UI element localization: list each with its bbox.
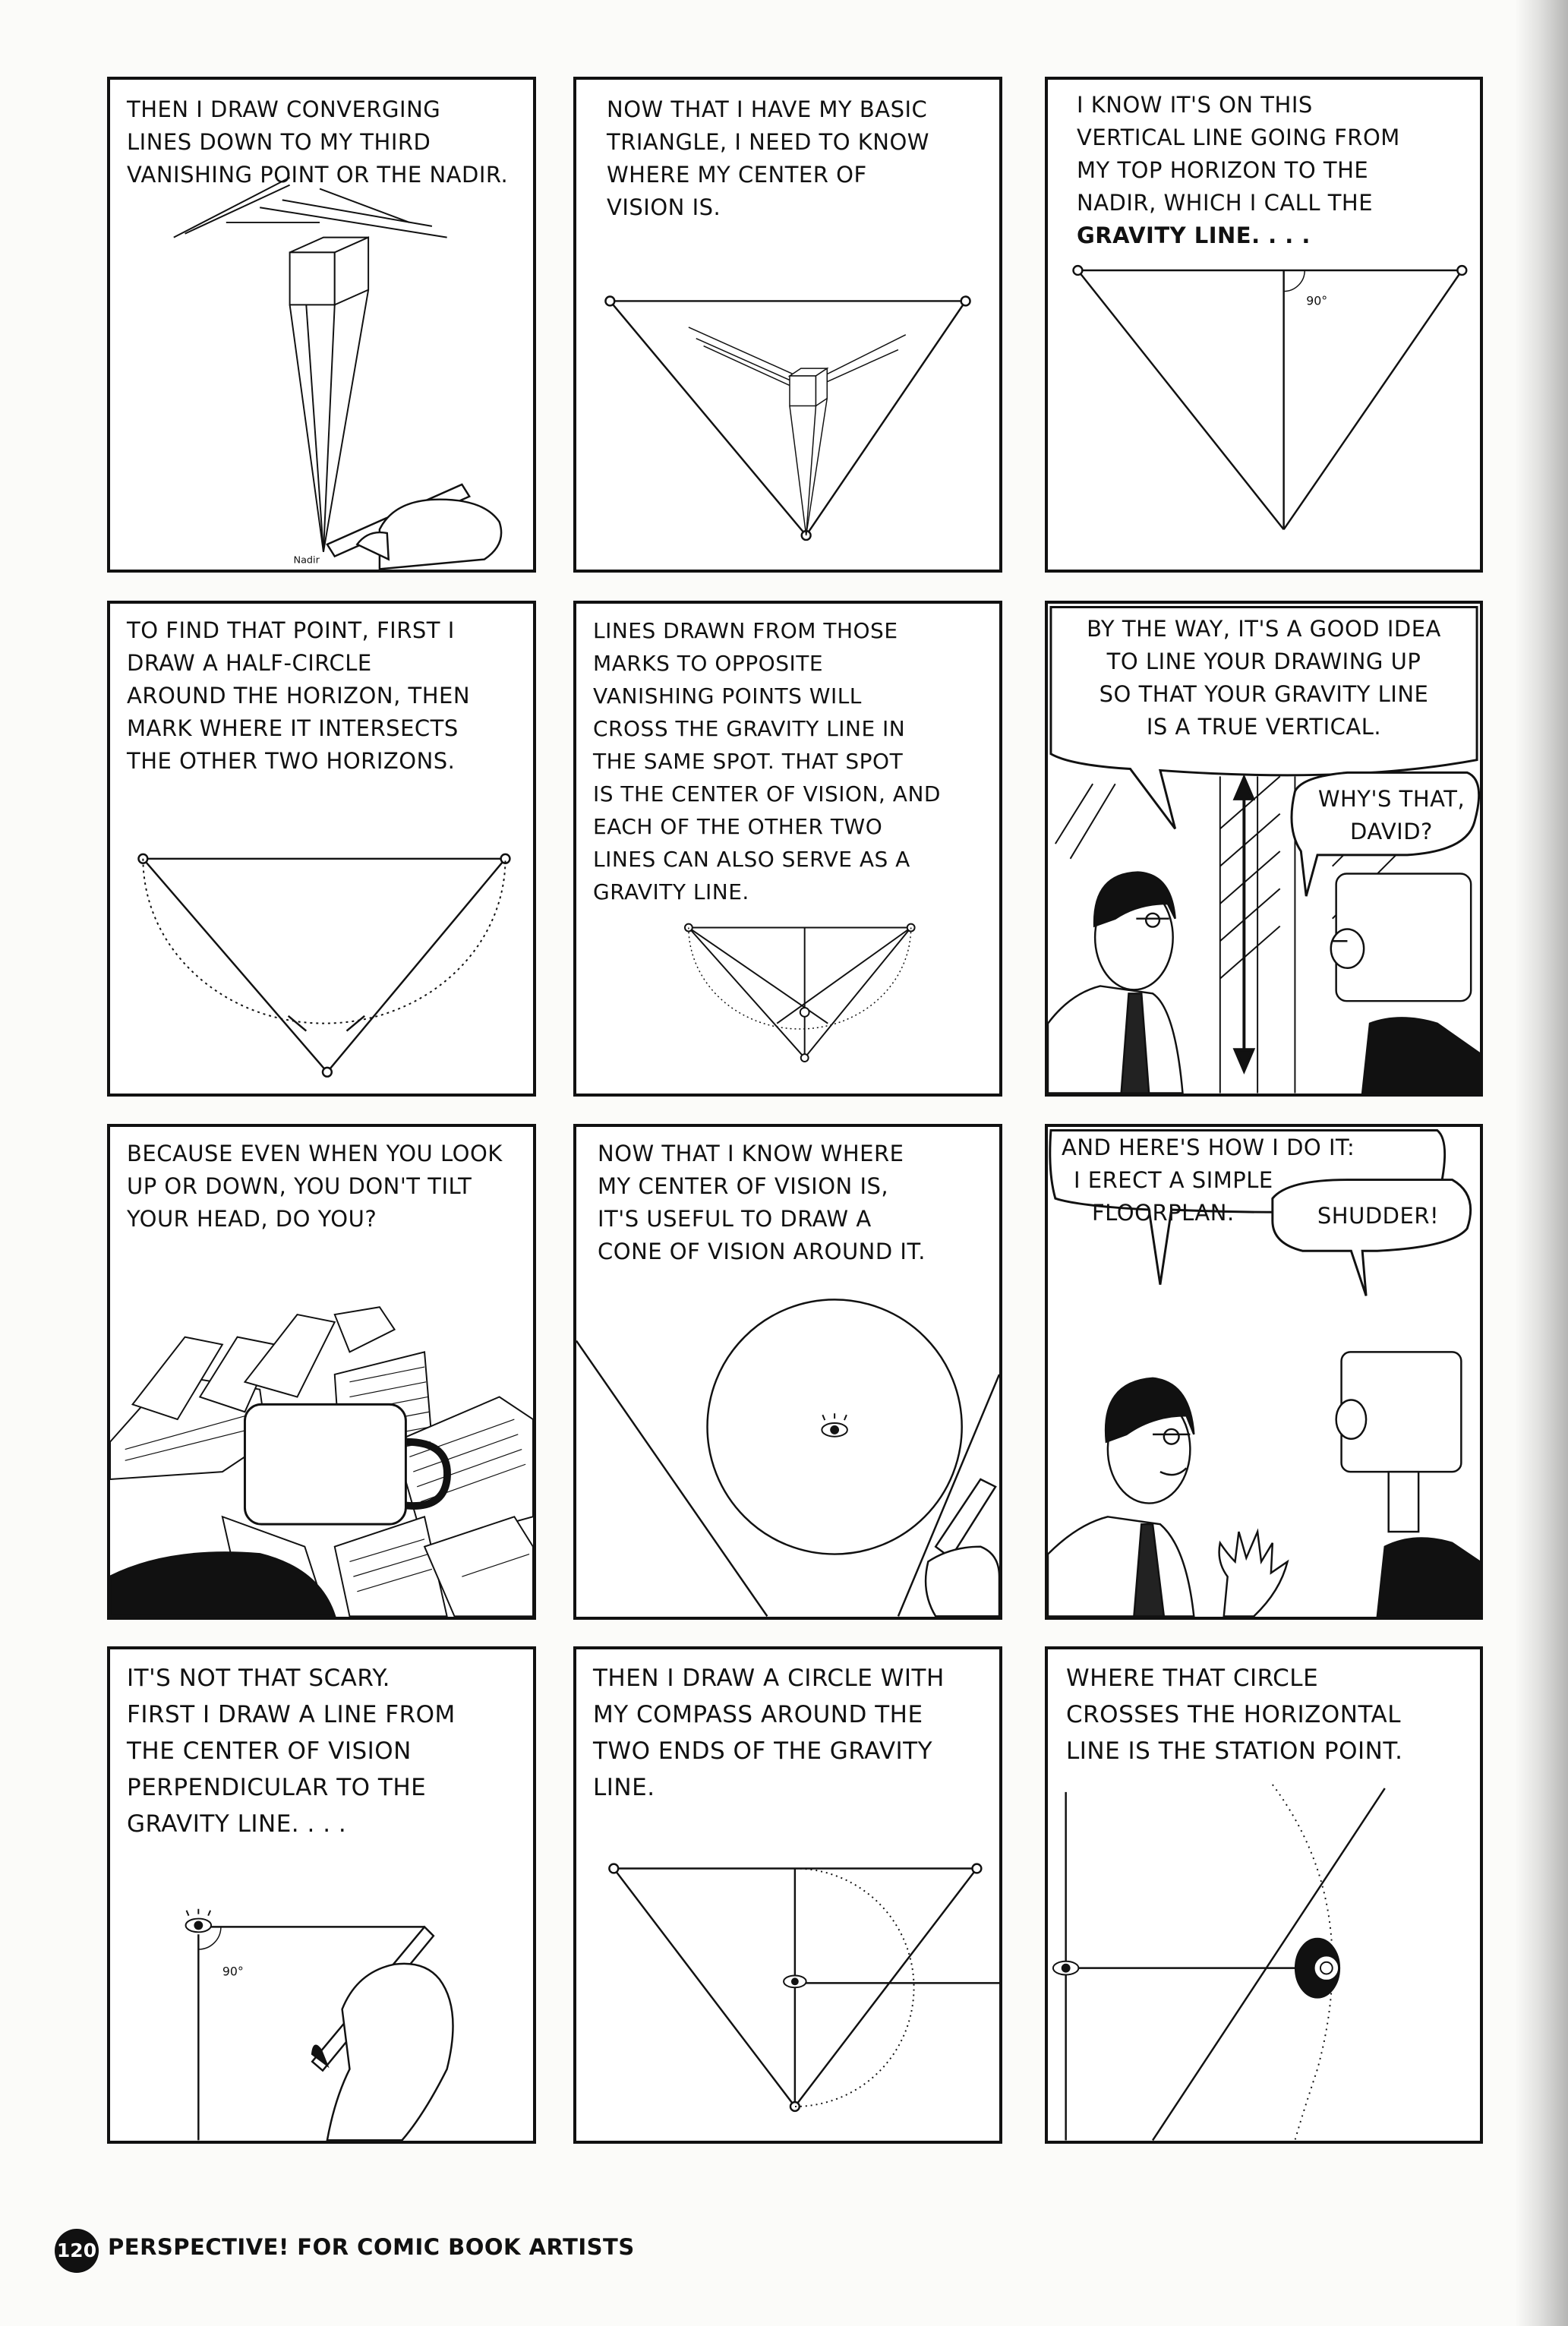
panel-11 <box>573 1646 1002 2144</box>
caption-line: AROUND THE HORIZON, THEN <box>127 683 471 709</box>
panel-1 <box>107 77 536 573</box>
balloon-line: WHY'S THAT, <box>1317 786 1465 812</box>
caption-line: PERPENDICULAR TO THE <box>127 1774 427 1801</box>
balloon-line: AND HERE'S HOW I DO IT: <box>1062 1135 1355 1160</box>
caption-line: MARKS TO OPPOSITE <box>593 651 824 676</box>
eye-icon <box>1053 1961 1079 1975</box>
caption-line: THE OTHER TWO HORIZONS. <box>127 748 456 774</box>
caption-line: CONE OF VISION AROUND IT. <box>598 1239 926 1264</box>
caption-line: VERTICAL LINE GOING FROM <box>1077 125 1400 150</box>
caption-line: IT'S USEFUL TO DRAW A <box>598 1206 872 1232</box>
balloon-line: I ERECT A SIMPLE <box>1074 1167 1273 1193</box>
panel-6-balloon-1 <box>1057 613 1471 743</box>
caption-line: CROSS THE GRAVITY LINE IN <box>593 716 906 741</box>
balloon-line: DAVID? <box>1350 819 1433 844</box>
caption-line: DRAW A HALF-CIRCLE <box>127 650 372 676</box>
eye-icon <box>784 1975 806 1987</box>
page-number: 120 <box>55 2229 99 2273</box>
caption-line: NOW THAT I KNOW WHERE <box>598 1141 904 1166</box>
caption-line: GRAVITY LINE. . . . <box>127 1810 347 1838</box>
panel-5-caption <box>593 614 941 908</box>
caption-line: TRIANGLE, I NEED TO KNOW <box>607 129 929 155</box>
eye-icon <box>822 1413 847 1437</box>
eye-icon <box>186 1909 212 1933</box>
caption-line: TO FIND THAT POINT, FIRST I <box>127 617 455 643</box>
panel-8 <box>573 1124 1002 1620</box>
caption-line: IT'S NOT THAT SCARY. <box>127 1665 390 1692</box>
caption-line: NADIR, WHICH I CALL THE <box>1077 190 1374 216</box>
caption-line: CROSSES THE HORIZONTAL <box>1066 1701 1401 1728</box>
panel-3-caption <box>1077 89 1400 252</box>
caption-line: WHERE THAT CIRCLE <box>1066 1665 1319 1692</box>
caption-line: UP OR DOWN, YOU DON'T TILT <box>127 1173 472 1199</box>
caption-line: I KNOW IT'S ON THIS <box>1077 92 1313 118</box>
panel-10-caption <box>127 1660 456 1842</box>
panel-5 <box>573 601 1002 1097</box>
caption-line: MARK WHERE IT INTERSECTS <box>127 715 459 741</box>
panel-6 <box>1045 601 1483 1097</box>
caption-line: THE SAME SPOT. THAT SPOT <box>593 749 904 774</box>
caption-line: VANISHING POINTS WILL <box>593 683 862 709</box>
panel-11-caption <box>593 1660 945 1806</box>
caption-line: THEN I DRAW A CIRCLE WITH <box>593 1665 945 1692</box>
angle-label: 90° <box>1306 293 1328 308</box>
caption-line: VANISHING POINT OR THE NADIR. <box>127 162 509 188</box>
balloon-line: SHUDDER! <box>1317 1203 1440 1229</box>
nadir-label: Nadir <box>293 554 320 567</box>
panel-9 <box>1045 1124 1483 1620</box>
caption-line: LINE IS THE STATION POINT. <box>1066 1737 1403 1765</box>
caption-line: EACH OF THE OTHER TWO <box>593 814 883 839</box>
caption-line: WHERE MY CENTER OF <box>607 162 867 188</box>
panel-4 <box>107 601 536 1097</box>
balloon-line: TO LINE YOUR DRAWING UP <box>1106 649 1421 674</box>
panel-12 <box>1045 1646 1483 2144</box>
caption-line: THEN I DRAW CONVERGING <box>127 96 441 122</box>
caption-line: YOUR HEAD, DO YOU? <box>127 1206 377 1232</box>
caption-line: BECAUSE EVEN WHEN YOU LOOK <box>127 1141 503 1166</box>
caption-line: VISION IS. <box>607 194 721 220</box>
caption-line: LINES CAN ALSO SERVE AS A <box>593 847 910 872</box>
caption-line: GRAVITY LINE. <box>593 879 749 904</box>
balloon-line: BY THE WAY, IT'S A GOOD IDEA <box>1087 616 1441 642</box>
station-point-head-icon <box>1295 1938 1339 1998</box>
caption-line: NOW THAT I HAVE MY BASIC <box>607 96 928 122</box>
page-edge-shadow <box>1515 0 1568 2326</box>
panel-8-caption <box>598 1138 926 1268</box>
panel-6-balloon-2 <box>1306 783 1477 848</box>
panel-4-caption <box>127 614 470 778</box>
angle-label: 90° <box>222 1964 244 1979</box>
caption-line: FIRST I DRAW A LINE FROM <box>127 1701 456 1728</box>
panel-2 <box>573 77 1002 573</box>
balloon-line: SO THAT YOUR GRAVITY LINE <box>1099 681 1429 707</box>
panel-3 <box>1045 77 1483 573</box>
caption-line: THE CENTER OF VISION <box>127 1737 412 1765</box>
book-title: PERSPECTIVE! FOR COMIC BOOK ARTISTS <box>108 2234 635 2260</box>
caption-line: LINES DOWN TO MY THIRD <box>127 129 431 155</box>
caption-line: LINES DRAWN FROM THOSE <box>593 618 898 643</box>
balloon-line: FLOORPLAN. <box>1092 1200 1235 1226</box>
caption-line: LINE. <box>593 1774 655 1801</box>
panel-7-caption <box>127 1138 503 1236</box>
panel-7 <box>107 1124 536 1620</box>
balloon-line: IS A TRUE VERTICAL. <box>1146 714 1382 740</box>
caption-line: TWO ENDS OF THE GRAVITY <box>593 1737 933 1765</box>
caption-line: IS THE CENTER OF VISION, AND <box>593 781 941 806</box>
panel-2-caption <box>607 93 929 224</box>
caption-line: MY CENTER OF VISION IS, <box>598 1173 889 1199</box>
panel-12-caption <box>1066 1660 1402 1769</box>
caption-line: MY TOP HORIZON TO THE <box>1077 157 1369 183</box>
panel-10 <box>107 1646 536 2144</box>
panel-9-balloon-2 <box>1287 1200 1469 1232</box>
panel-1-caption <box>127 93 508 191</box>
caption-line: MY COMPASS AROUND THE <box>593 1701 923 1728</box>
caption-line: GRAVITY LINE. . . . <box>1077 223 1311 248</box>
